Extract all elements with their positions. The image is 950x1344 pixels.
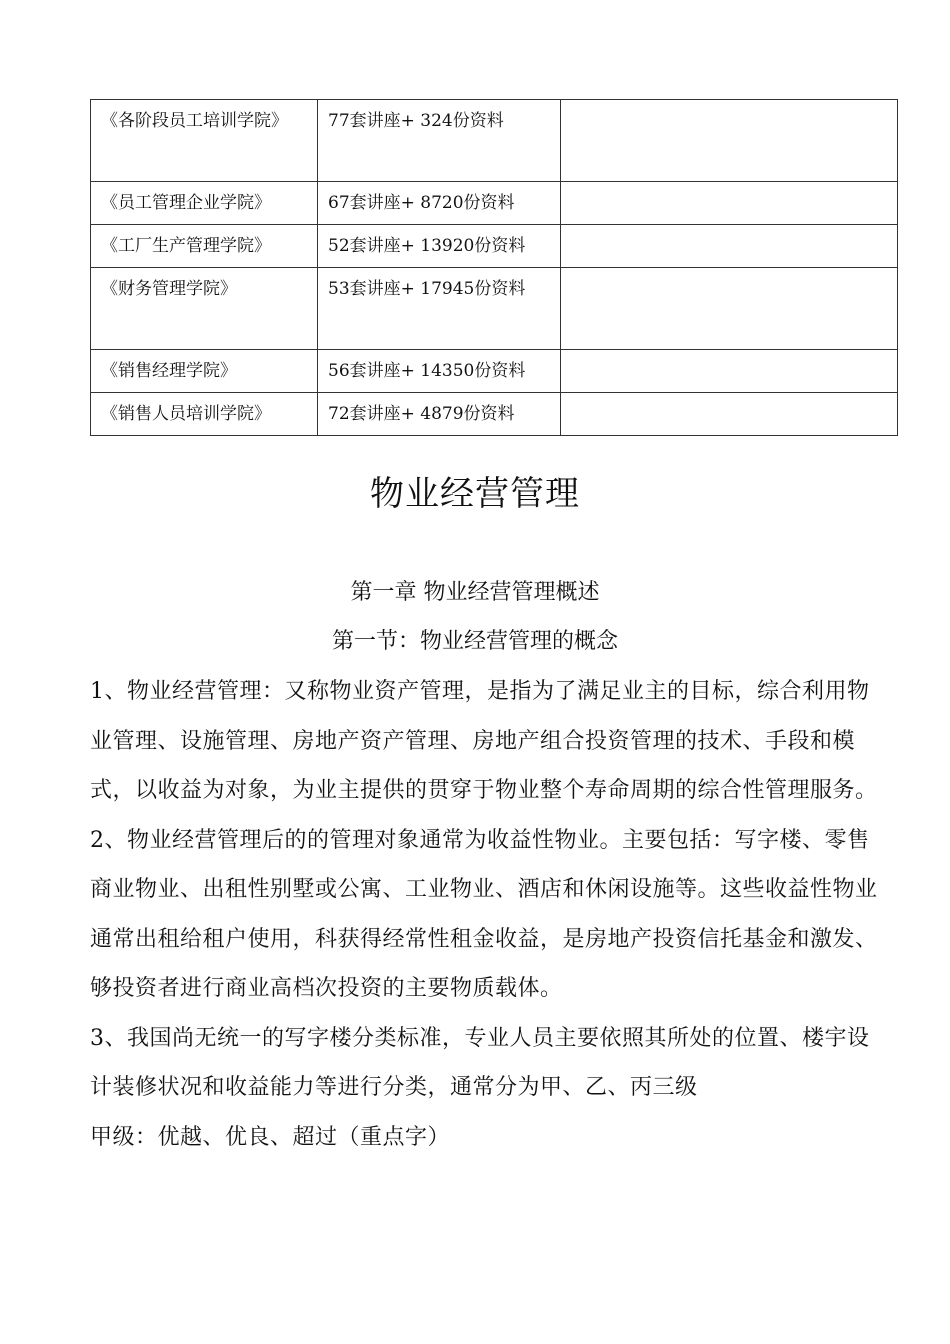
paragraph: 甲级：优越、优良、超过（重点字）: [90, 1124, 451, 1150]
course-resources-cell: 77套讲座+ 324份资料: [318, 100, 561, 182]
course-note-cell: [561, 268, 898, 350]
course-name-cell: 《销售经理学院》: [91, 350, 318, 393]
course-resources-cell: 53套讲座+ 17945份资料: [318, 268, 561, 350]
table-row: [91, 100, 898, 182]
course-name-cell: 《员工管理企业学院》: [91, 182, 318, 225]
table-row: [91, 268, 898, 350]
course-name-cell: 《销售人员培训学院》: [91, 393, 318, 436]
section-heading: 第一节：物业经营管理的概念: [331, 629, 618, 654]
course-resources-cell: 67套讲座+ 8720份资料: [318, 182, 561, 225]
document-title: 物业经营管理: [370, 474, 580, 514]
course-resources-cell: 72套讲座+ 4879份资料: [318, 393, 561, 436]
catalog-table: [90, 99, 898, 436]
body-text: [90, 667, 880, 1162]
table-row: [91, 393, 898, 436]
paragraph: 3、我国尚无统一的写字楼分类标准，专业人员主要依照其所处的位置、楼宇设计装修状况和收益能力等进行分类，通常分为甲、乙、丙三级: [90, 1025, 870, 1100]
chapter-heading: 第一章 物业经营管理概述: [350, 580, 600, 605]
course-note-cell: [561, 182, 898, 225]
course-note-cell: [561, 350, 898, 393]
course-name-cell: 《财务管理学院》: [91, 268, 318, 350]
course-resources-cell: 56套讲座+ 14350份资料: [318, 350, 561, 393]
course-note-cell: [561, 225, 898, 268]
table-row: [91, 225, 898, 268]
course-resources-cell: 52套讲座+ 13920份资料: [318, 225, 561, 268]
course-note-cell: [561, 100, 898, 182]
table-row: [91, 350, 898, 393]
course-name-cell: 《各阶段员工培训学院》: [91, 100, 318, 182]
course-note-cell: [561, 393, 898, 436]
paragraph: 2、物业经营管理后的的管理对象通常为收益性物业。主要包括：写字楼、零售商业物业、出租性别墅或公寓、工业物业、酒店和休闲设施等。这些收益性物业通常出租给租户使用，科获得经常性租金收益，是房地产投资信托基金和激发、够投资者进行商业高档次投资的主要物质载体。: [90, 827, 878, 1001]
paragraph: 1、物业经营管理：又称物业资产管理，是指为了满足业主的目标，综合利用物业管理、设施管理、房地产资产管理、房地产组合投资管理的技术、手段和模式，以收益为对象，为业主提供的贯穿于物业整个寿命周期的综合性管理服务。: [90, 679, 878, 803]
course-name-cell: 《工厂生产管理学院》: [91, 225, 318, 268]
table-row: [91, 182, 898, 225]
